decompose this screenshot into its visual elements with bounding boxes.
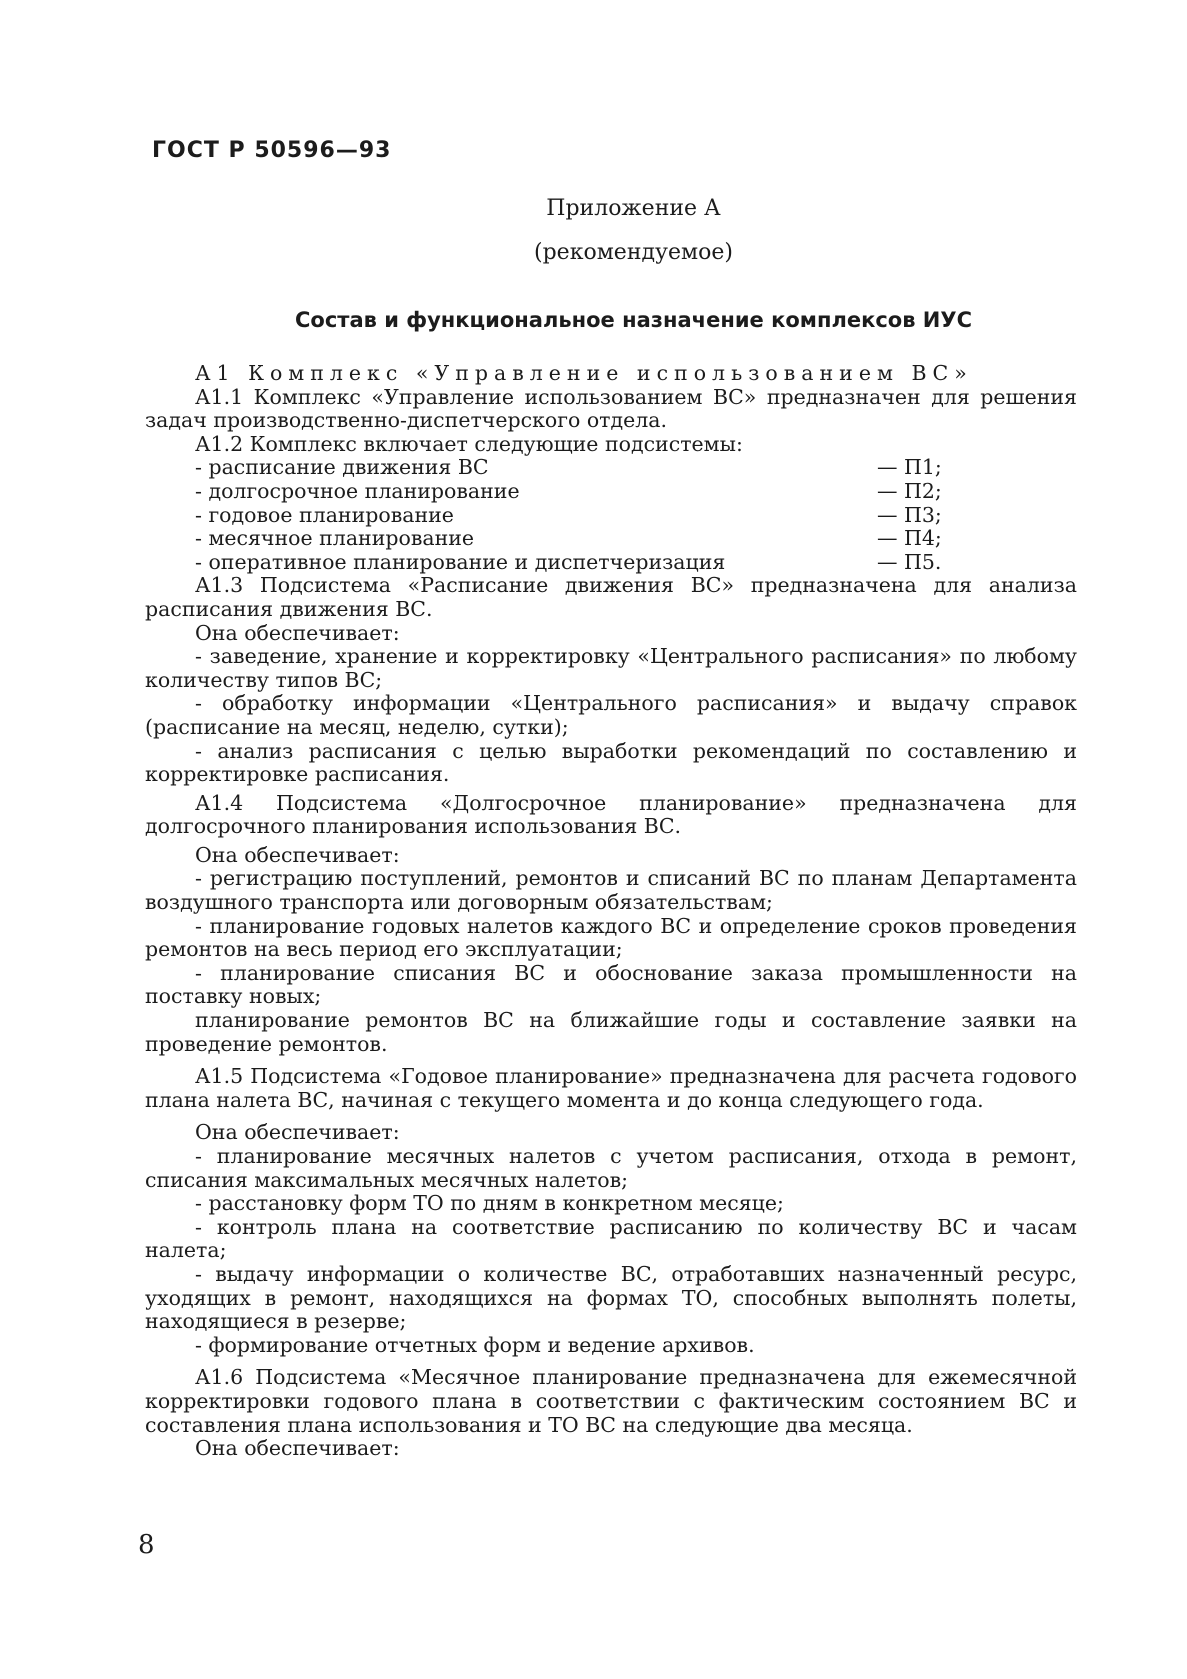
a1-3-provides: Она обеспечивает: (195, 620, 400, 645)
list-item: - анализ расписания с целью выработки рекомендаций по составлению и корректировке расписания. (145, 738, 1077, 787)
document-code: ГОСТ Р 50596—93 (152, 138, 392, 163)
page-number: 8 (138, 1530, 155, 1560)
subsystem-name: - долгосрочное планирование (195, 478, 520, 503)
a1-5-provides: Она обеспечивает: (195, 1120, 400, 1145)
list-item (145, 527, 1077, 551)
a1-4-paragraph: А1.4 Подсистема «Долгосрочное планирование» предназначена для долгосрочного планирования использования ВС. (145, 790, 1077, 839)
subsystem-name: - расписание движения ВС (195, 455, 489, 480)
list-item: - расстановку форм ТО по дням в конкретном месяце; (195, 1191, 784, 1216)
list-item: - формирование отчетных форм и ведение архивов. (195, 1332, 755, 1357)
list-item: - контроль плана на соответствие расписанию по количеству ВС и часам налета; (145, 1214, 1077, 1263)
subsystem-code: — П5. (877, 549, 942, 574)
subsystem-code: — П4; (877, 526, 942, 551)
subsystem-name: - месячное планирование (195, 526, 475, 551)
a1-3-paragraph: А1.3 Подсистема «Расписание движения ВС» предназначена для анализа расписания движения ВС. (145, 573, 1077, 621)
list-item (145, 504, 1077, 528)
list-item: - регистрацию поступлений, ремонтов и списаний ВС по планам Департамента воздушного транспорта или договорным обязательствам; (145, 866, 1077, 915)
list-item (145, 480, 1077, 504)
subsystem-code: — П2; (877, 478, 942, 503)
a1-6-provides: Она обеспечивает: (195, 1436, 400, 1461)
a1-1-paragraph: А1.1 Комплекс «Управление использованием ВС» предназначен для решения задач производственно-диспетчерского отдела. (145, 384, 1077, 433)
list-item: планирование ремонтов ВС на ближайшие годы и составление заявки на проведение ремонтов. (145, 1008, 1077, 1056)
a1-5-paragraph: А1.5 Подсистема «Годовое планирование» предназначена для расчета годового плана налета ВС, начиная с текущего момента и до конца следующего года. (145, 1064, 1077, 1112)
subsystem-code: — П1; (877, 455, 942, 480)
subsystem-name: - годовое планирование (195, 502, 454, 527)
list-item: - планирование списания ВС и обоснование заказа промышленности на поставку новых; (145, 960, 1077, 1009)
appendix-title: Приложение А (546, 196, 721, 221)
list-item: - планирование годовых налетов каждого ВС и определение сроков проведения ремонтов на весь период его эксплуатации; (145, 913, 1077, 962)
list-item: - обработку информации «Центрального расписания» и выдачу справок (расписание на месяц, неделю, сутки); (145, 691, 1077, 739)
a1-4-provides: Она обеспечивает: (195, 842, 400, 867)
subsystem-name: - оперативное планирование и диспетчеризация (195, 549, 726, 574)
list-item (145, 551, 1077, 575)
a1-heading: А1 Комплекс «Управление использованием ВС» (195, 361, 973, 385)
list-item: - заведение, хранение и корректировку «Центрального расписания» по любому количеству типов ВС; (145, 644, 1077, 692)
document-body (145, 362, 1077, 1461)
subsystem-list (145, 456, 1077, 574)
section-heading: Состав и функциональное назначение комплексов ИУС (295, 308, 972, 332)
a1-6-paragraph: А1.6 Подсистема «Месячное планирование предназначена для ежемесячной корректировки годового плана в соответствии с фактическим состоянием ВС и составления плана использования и ТО ВС на следующие два месяца. (145, 1365, 1077, 1437)
subsystem-code: — П3; (877, 502, 942, 527)
list-item (145, 456, 1077, 480)
appendix-subtitle: (рекомендуемое) (534, 240, 733, 265)
a1-2-intro: А1.2 Комплекс включает следующие подсистемы: (195, 431, 743, 456)
list-item: - выдачу информации о количестве ВС, отработавших назначенный ресурс, уходящих в ремонт, находящихся на формах ТО, способных выполнять полеты, находящиеся в резерве; (145, 1261, 1077, 1334)
list-item: - планирование месячных налетов с учетом расписания, отхода в ремонт, списания максимальных месячных налетов; (145, 1144, 1077, 1192)
